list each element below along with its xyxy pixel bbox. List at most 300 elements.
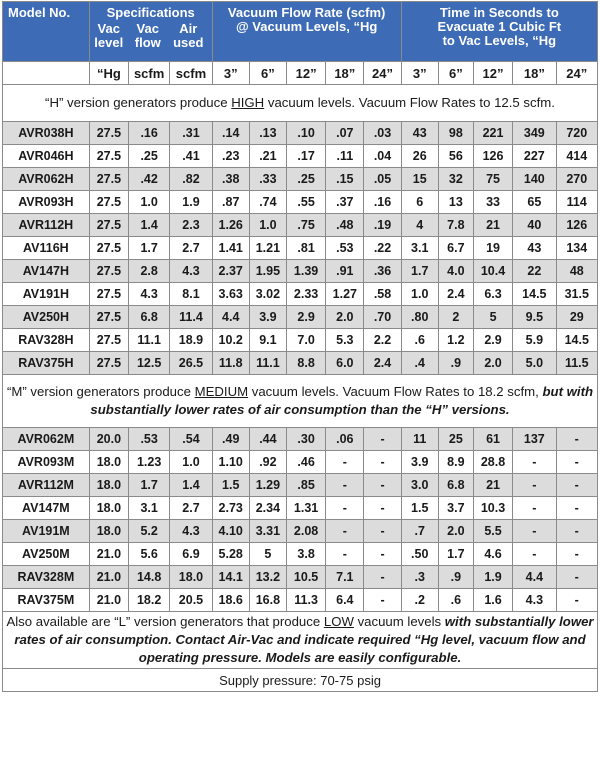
supply-row bbox=[3, 669, 598, 692]
value-cell: 4.3 bbox=[513, 589, 556, 612]
value-cell: 22 bbox=[513, 260, 556, 283]
value-cell: 126 bbox=[556, 214, 597, 237]
value-cell: 4 bbox=[401, 214, 438, 237]
model-cell: AVR093H bbox=[3, 191, 90, 214]
value-cell: 5.9 bbox=[513, 329, 556, 352]
value-cell: 20.5 bbox=[170, 589, 212, 612]
value-cell: 4.3 bbox=[128, 283, 169, 306]
value-cell: 21.0 bbox=[89, 589, 128, 612]
m-table-row bbox=[3, 497, 598, 520]
value-cell: 12.5 bbox=[128, 352, 169, 375]
value-cell: 349 bbox=[513, 122, 556, 145]
value-cell: .13 bbox=[249, 122, 286, 145]
h-note-post: vacuum levels. Vacuum Flow Rates to 12.5 scfm. bbox=[264, 95, 555, 110]
value-cell: 1.23 bbox=[128, 451, 169, 474]
value-cell: - bbox=[364, 589, 401, 612]
value-cell: 26.5 bbox=[170, 352, 212, 375]
m-note-bold: but with substantially lower rates of air consumption than the “H” versions. bbox=[90, 384, 594, 417]
value-cell: 10.3 bbox=[473, 497, 512, 520]
value-cell: 1.0 bbox=[170, 451, 212, 474]
value-cell: .9 bbox=[438, 352, 473, 375]
model-cell: AVR112H bbox=[3, 214, 90, 237]
value-cell: 43 bbox=[401, 122, 438, 145]
model-cell: AVR112M bbox=[3, 474, 90, 497]
value-cell: 11 bbox=[401, 428, 438, 451]
m-version-note bbox=[3, 375, 598, 428]
value-cell: 32 bbox=[438, 168, 473, 191]
value-cell: 2.73 bbox=[212, 497, 249, 520]
value-cell: .15 bbox=[326, 168, 364, 191]
value-cell: .14 bbox=[212, 122, 249, 145]
value-cell: 16.8 bbox=[249, 589, 286, 612]
model-cell: AVR062H bbox=[3, 168, 90, 191]
value-cell: 5.28 bbox=[212, 543, 249, 566]
value-cell: 3.63 bbox=[212, 283, 249, 306]
value-cell: 2.9 bbox=[286, 306, 325, 329]
model-cell: AV147M bbox=[3, 497, 90, 520]
value-cell: 3.9 bbox=[249, 306, 286, 329]
value-cell: 1.95 bbox=[249, 260, 286, 283]
value-cell: - bbox=[364, 566, 401, 589]
units-blank bbox=[3, 62, 90, 85]
value-cell: 11.8 bbox=[212, 352, 249, 375]
value-cell: 11.1 bbox=[249, 352, 286, 375]
value-cell: 21 bbox=[473, 214, 512, 237]
unit-cell: 24” bbox=[556, 62, 597, 85]
value-cell: 27.5 bbox=[89, 122, 128, 145]
value-cell: 4.6 bbox=[473, 543, 512, 566]
value-cell: .04 bbox=[364, 145, 401, 168]
value-cell: 1.7 bbox=[128, 474, 169, 497]
h-table-row bbox=[3, 260, 598, 283]
value-cell: 5 bbox=[473, 306, 512, 329]
value-cell: 1.7 bbox=[128, 237, 169, 260]
value-cell: .46 bbox=[286, 451, 325, 474]
h-note-pre: “H” version generators produce bbox=[45, 95, 232, 110]
unit-cell: 12” bbox=[473, 62, 512, 85]
value-cell: .23 bbox=[212, 145, 249, 168]
value-cell: 6.4 bbox=[326, 589, 364, 612]
value-cell: .42 bbox=[128, 168, 169, 191]
value-cell: 18.0 bbox=[89, 474, 128, 497]
value-cell: .38 bbox=[212, 168, 249, 191]
value-cell: 18.0 bbox=[89, 497, 128, 520]
value-cell: 10.4 bbox=[473, 260, 512, 283]
value-cell: 18.0 bbox=[170, 566, 212, 589]
value-cell: 14.8 bbox=[128, 566, 169, 589]
value-cell: 18.9 bbox=[170, 329, 212, 352]
l-version-note bbox=[3, 612, 598, 669]
value-cell: .4 bbox=[401, 352, 438, 375]
l-note-pre: Also available are “L” version generators that produce bbox=[6, 614, 324, 629]
value-cell: 1.0 bbox=[249, 214, 286, 237]
value-cell: 6.8 bbox=[128, 306, 169, 329]
value-cell: 3.0 bbox=[401, 474, 438, 497]
value-cell: 1.4 bbox=[170, 474, 212, 497]
value-cell: .91 bbox=[326, 260, 364, 283]
value-cell: .3 bbox=[401, 566, 438, 589]
value-cell: 2.7 bbox=[170, 497, 212, 520]
model-cell: AV250M bbox=[3, 543, 90, 566]
value-cell: 13 bbox=[438, 191, 473, 214]
h-table-row bbox=[3, 145, 598, 168]
value-cell: .37 bbox=[326, 191, 364, 214]
value-cell: .58 bbox=[364, 283, 401, 306]
value-cell: 3.1 bbox=[128, 497, 169, 520]
value-cell: 2.08 bbox=[286, 520, 325, 543]
value-cell: 18.6 bbox=[212, 589, 249, 612]
value-cell: 2.34 bbox=[249, 497, 286, 520]
unit-cell: scfm bbox=[128, 62, 169, 85]
m-table-row bbox=[3, 520, 598, 543]
value-cell: 126 bbox=[473, 145, 512, 168]
value-cell: 8.9 bbox=[438, 451, 473, 474]
value-cell: 137 bbox=[513, 428, 556, 451]
value-cell: .81 bbox=[286, 237, 325, 260]
value-cell: 5.0 bbox=[513, 352, 556, 375]
value-cell: - bbox=[556, 520, 597, 543]
m-version-note-row bbox=[3, 375, 598, 428]
unit-cell: 18” bbox=[513, 62, 556, 85]
value-cell: - bbox=[556, 497, 597, 520]
value-cell: .36 bbox=[364, 260, 401, 283]
value-cell: 27.5 bbox=[89, 145, 128, 168]
value-cell: 31.5 bbox=[556, 283, 597, 306]
value-cell: - bbox=[326, 497, 364, 520]
value-cell: .33 bbox=[249, 168, 286, 191]
value-cell: 14.5 bbox=[513, 283, 556, 306]
value-cell: .16 bbox=[128, 122, 169, 145]
value-cell: .9 bbox=[438, 566, 473, 589]
value-cell: .53 bbox=[326, 237, 364, 260]
value-cell: .2 bbox=[401, 589, 438, 612]
value-cell: - bbox=[513, 474, 556, 497]
model-cell: AVR038H bbox=[3, 122, 90, 145]
value-cell: - bbox=[364, 451, 401, 474]
value-cell: - bbox=[364, 497, 401, 520]
value-cell: 15 bbox=[401, 168, 438, 191]
value-cell: .21 bbox=[249, 145, 286, 168]
value-cell: 2.0 bbox=[326, 306, 364, 329]
value-cell: 1.29 bbox=[249, 474, 286, 497]
value-cell: .50 bbox=[401, 543, 438, 566]
value-cell: 4.3 bbox=[170, 520, 212, 543]
value-cell: 6 bbox=[401, 191, 438, 214]
value-cell: .07 bbox=[326, 122, 364, 145]
value-cell: 18.2 bbox=[128, 589, 169, 612]
model-cell: AV250H bbox=[3, 306, 90, 329]
value-cell: 227 bbox=[513, 145, 556, 168]
specifications-title: Specifications bbox=[106, 5, 195, 20]
m-note-pre: “M” version generators produce bbox=[6, 384, 195, 399]
value-cell: 720 bbox=[556, 122, 597, 145]
value-cell: 3.8 bbox=[286, 543, 325, 566]
value-cell: .03 bbox=[364, 122, 401, 145]
value-cell: 11.3 bbox=[286, 589, 325, 612]
value-cell: 5.5 bbox=[473, 520, 512, 543]
value-cell: 19 bbox=[473, 237, 512, 260]
model-cell: RAV328M bbox=[3, 566, 90, 589]
value-cell: 2.4 bbox=[364, 352, 401, 375]
value-cell: - bbox=[364, 474, 401, 497]
value-cell: 1.9 bbox=[170, 191, 212, 214]
value-cell: 8.8 bbox=[286, 352, 325, 375]
value-cell: 2.8 bbox=[128, 260, 169, 283]
m-table-row bbox=[3, 589, 598, 612]
flow-rate-header: Vacuum Flow Rate (scfm) @ Vacuum Levels, “Hg bbox=[212, 2, 401, 62]
value-cell: 7.0 bbox=[286, 329, 325, 352]
value-cell: - bbox=[326, 451, 364, 474]
value-cell: - bbox=[513, 543, 556, 566]
value-cell: 98 bbox=[438, 122, 473, 145]
value-cell: 4.4 bbox=[513, 566, 556, 589]
h-note-emph: HIGH bbox=[231, 95, 265, 110]
model-cell: AVR046H bbox=[3, 145, 90, 168]
m-table-row bbox=[3, 451, 598, 474]
value-cell: 27.5 bbox=[89, 237, 128, 260]
value-cell: .80 bbox=[401, 306, 438, 329]
value-cell: - bbox=[364, 543, 401, 566]
value-cell: .19 bbox=[364, 214, 401, 237]
m-table-row bbox=[3, 566, 598, 589]
value-cell: 4.10 bbox=[212, 520, 249, 543]
value-cell: 27.5 bbox=[89, 168, 128, 191]
value-cell: 1.9 bbox=[473, 566, 512, 589]
value-cell: 3.9 bbox=[401, 451, 438, 474]
value-cell: 7.1 bbox=[326, 566, 364, 589]
value-cell: 414 bbox=[556, 145, 597, 168]
value-cell: 6.8 bbox=[438, 474, 473, 497]
value-cell: .54 bbox=[170, 428, 212, 451]
value-cell: 2.0 bbox=[438, 520, 473, 543]
model-cell: AV191H bbox=[3, 283, 90, 306]
value-cell: - bbox=[556, 543, 597, 566]
value-cell: 140 bbox=[513, 168, 556, 191]
value-cell: 1.26 bbox=[212, 214, 249, 237]
value-cell: - bbox=[513, 520, 556, 543]
h-version-note-row bbox=[3, 85, 598, 122]
value-cell: .53 bbox=[128, 428, 169, 451]
value-cell: 1.6 bbox=[473, 589, 512, 612]
value-cell: 14.1 bbox=[212, 566, 249, 589]
value-cell: 6.0 bbox=[326, 352, 364, 375]
h-table-row bbox=[3, 122, 598, 145]
value-cell: 27.5 bbox=[89, 306, 128, 329]
h-version-note bbox=[3, 85, 598, 122]
value-cell: 1.39 bbox=[286, 260, 325, 283]
h-table-row bbox=[3, 168, 598, 191]
m-table-row bbox=[3, 474, 598, 497]
value-cell: .44 bbox=[249, 428, 286, 451]
model-cell: AVR093M bbox=[3, 451, 90, 474]
value-cell: 5.2 bbox=[128, 520, 169, 543]
value-cell: - bbox=[556, 566, 597, 589]
model-cell: RAV375M bbox=[3, 589, 90, 612]
value-cell: 18.0 bbox=[89, 520, 128, 543]
value-cell: - bbox=[513, 451, 556, 474]
unit-cell: 3” bbox=[401, 62, 438, 85]
unit-cell: 18” bbox=[326, 62, 364, 85]
unit-cell: 24” bbox=[364, 62, 401, 85]
value-cell: .7 bbox=[401, 520, 438, 543]
unit-cell: 6” bbox=[249, 62, 286, 85]
value-cell: 56 bbox=[438, 145, 473, 168]
value-cell: 10.2 bbox=[212, 329, 249, 352]
value-cell: 26 bbox=[401, 145, 438, 168]
value-cell: 5.6 bbox=[128, 543, 169, 566]
units-row bbox=[3, 62, 598, 85]
value-cell: 27.5 bbox=[89, 329, 128, 352]
value-cell: 43 bbox=[513, 237, 556, 260]
h-table-row bbox=[3, 191, 598, 214]
value-cell: 11.5 bbox=[556, 352, 597, 375]
value-cell: 75 bbox=[473, 168, 512, 191]
model-cell: AV147H bbox=[3, 260, 90, 283]
supply-pressure: Supply pressure: 70-75 psig bbox=[3, 669, 598, 692]
value-cell: 4.3 bbox=[170, 260, 212, 283]
h-table-row bbox=[3, 352, 598, 375]
evacuation-time-header: Time in Seconds to Evacuate 1 Cubic Ft to Vac Levels, “Hg bbox=[401, 2, 597, 62]
model-cell: RAV375H bbox=[3, 352, 90, 375]
unit-cell: 12” bbox=[286, 62, 325, 85]
h-table-row bbox=[3, 329, 598, 352]
l-note-post: vacuum levels bbox=[353, 614, 445, 629]
value-cell: 1.4 bbox=[128, 214, 169, 237]
value-cell: 40 bbox=[513, 214, 556, 237]
model-cell: AV191M bbox=[3, 520, 90, 543]
value-cell: 27.5 bbox=[89, 352, 128, 375]
value-cell: 1.5 bbox=[212, 474, 249, 497]
model-no-header: Model No. bbox=[3, 2, 90, 62]
value-cell: - bbox=[326, 474, 364, 497]
value-cell: 1.10 bbox=[212, 451, 249, 474]
value-cell: 3.1 bbox=[401, 237, 438, 260]
model-cell: RAV328H bbox=[3, 329, 90, 352]
value-cell: 270 bbox=[556, 168, 597, 191]
value-cell: .49 bbox=[212, 428, 249, 451]
value-cell: 1.5 bbox=[401, 497, 438, 520]
value-cell: .6 bbox=[401, 329, 438, 352]
value-cell: 65 bbox=[513, 191, 556, 214]
value-cell: - bbox=[364, 520, 401, 543]
value-cell: .25 bbox=[286, 168, 325, 191]
model-cell: AV116H bbox=[3, 237, 90, 260]
value-cell: .16 bbox=[364, 191, 401, 214]
value-cell: .11 bbox=[326, 145, 364, 168]
header-row bbox=[3, 2, 598, 62]
value-cell: .31 bbox=[170, 122, 212, 145]
value-cell: - bbox=[326, 520, 364, 543]
value-cell: 4.0 bbox=[438, 260, 473, 283]
unit-cell: 6” bbox=[438, 62, 473, 85]
value-cell: 9.1 bbox=[249, 329, 286, 352]
value-cell: 18.0 bbox=[89, 451, 128, 474]
value-cell: 9.5 bbox=[513, 306, 556, 329]
value-cell: .87 bbox=[212, 191, 249, 214]
value-cell: - bbox=[556, 451, 597, 474]
value-cell: .30 bbox=[286, 428, 325, 451]
value-cell: - bbox=[556, 589, 597, 612]
value-cell: 1.31 bbox=[286, 497, 325, 520]
value-cell: 1.0 bbox=[401, 283, 438, 306]
value-cell: 6.7 bbox=[438, 237, 473, 260]
value-cell: 1.7 bbox=[438, 543, 473, 566]
value-cell: 3.02 bbox=[249, 283, 286, 306]
value-cell: 1.2 bbox=[438, 329, 473, 352]
value-cell: .06 bbox=[326, 428, 364, 451]
value-cell: 114 bbox=[556, 191, 597, 214]
value-cell: 7.8 bbox=[438, 214, 473, 237]
value-cell: 11.1 bbox=[128, 329, 169, 352]
value-cell: 2.0 bbox=[473, 352, 512, 375]
value-cell: 13.2 bbox=[249, 566, 286, 589]
value-cell: 134 bbox=[556, 237, 597, 260]
model-cell: AVR062M bbox=[3, 428, 90, 451]
vac-flow-header: Vac flow bbox=[134, 21, 161, 50]
vacuum-generator-spec-table bbox=[2, 1, 598, 692]
unit-cell: 3” bbox=[212, 62, 249, 85]
value-cell: 3.31 bbox=[249, 520, 286, 543]
value-cell: 21 bbox=[473, 474, 512, 497]
value-cell: .6 bbox=[438, 589, 473, 612]
value-cell: 2.4 bbox=[438, 283, 473, 306]
value-cell: 5 bbox=[249, 543, 286, 566]
value-cell: - bbox=[556, 428, 597, 451]
value-cell: .92 bbox=[249, 451, 286, 474]
value-cell: 10.5 bbox=[286, 566, 325, 589]
value-cell: .74 bbox=[249, 191, 286, 214]
value-cell: .85 bbox=[286, 474, 325, 497]
value-cell: 2.9 bbox=[473, 329, 512, 352]
unit-cell: scfm bbox=[170, 62, 212, 85]
h-table-row bbox=[3, 237, 598, 260]
value-cell: .48 bbox=[326, 214, 364, 237]
h-table-row bbox=[3, 306, 598, 329]
value-cell: .82 bbox=[170, 168, 212, 191]
l-version-note-row bbox=[3, 612, 598, 669]
value-cell: 29 bbox=[556, 306, 597, 329]
value-cell: .17 bbox=[286, 145, 325, 168]
m-table-row bbox=[3, 543, 598, 566]
m-note-emph: MEDIUM bbox=[194, 384, 249, 399]
value-cell: 4.4 bbox=[212, 306, 249, 329]
value-cell: 20.0 bbox=[89, 428, 128, 451]
l-note-emph: LOW bbox=[323, 614, 354, 629]
value-cell: 2.37 bbox=[212, 260, 249, 283]
value-cell: 27.5 bbox=[89, 283, 128, 306]
value-cell: .55 bbox=[286, 191, 325, 214]
unit-cell: “Hg bbox=[89, 62, 128, 85]
value-cell: 5.3 bbox=[326, 329, 364, 352]
air-used-header: Air used bbox=[173, 21, 204, 50]
value-cell: 14.5 bbox=[556, 329, 597, 352]
value-cell: 27.5 bbox=[89, 260, 128, 283]
value-cell: .70 bbox=[364, 306, 401, 329]
value-cell: 21.0 bbox=[89, 543, 128, 566]
value-cell: .10 bbox=[286, 122, 325, 145]
value-cell: .05 bbox=[364, 168, 401, 191]
value-cell: 8.1 bbox=[170, 283, 212, 306]
h-table-row bbox=[3, 214, 598, 237]
h-table-row bbox=[3, 283, 598, 306]
value-cell: 1.21 bbox=[249, 237, 286, 260]
value-cell: 27.5 bbox=[89, 214, 128, 237]
value-cell: 28.8 bbox=[473, 451, 512, 474]
value-cell: - bbox=[326, 543, 364, 566]
specifications-header bbox=[89, 2, 212, 62]
value-cell: 25 bbox=[438, 428, 473, 451]
value-cell: 1.7 bbox=[401, 260, 438, 283]
